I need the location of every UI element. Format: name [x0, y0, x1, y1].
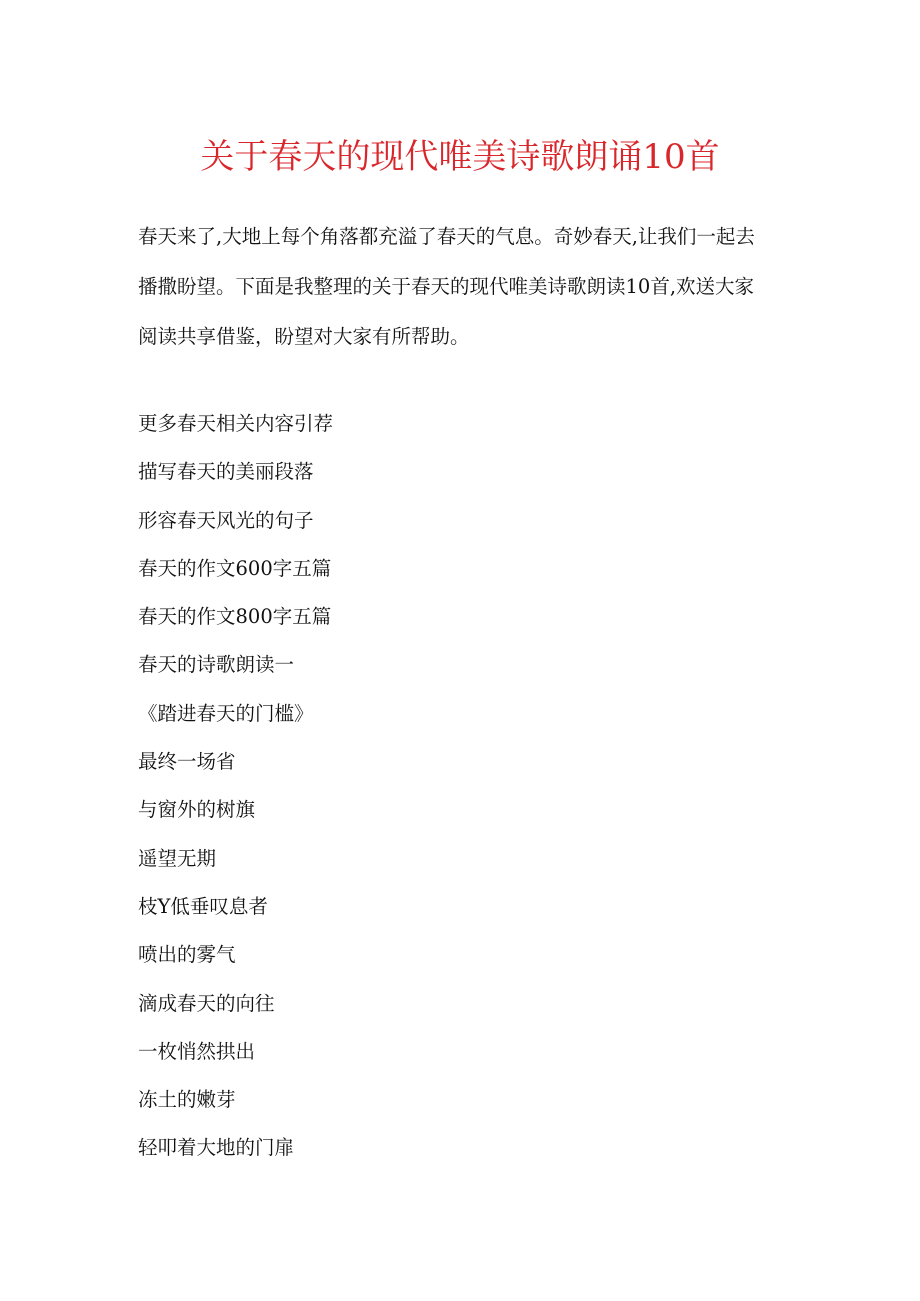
intro-paragraph: [138, 212, 798, 362]
intro-line: 春天来了,大地上每个角落都充溢了春天的气息。奇妙春天,让我们一起去: [138, 225, 755, 248]
poem-heading: 春天的诗歌朗读一: [138, 653, 295, 677]
poem-line: 最终一场省: [138, 750, 236, 774]
poem-line: 一枚悄然拱出: [138, 1039, 256, 1063]
intro-line: 阅读共享借鉴，盼望对大家有所帮助。: [138, 325, 470, 348]
poem-title: 《踏进春天的门槛》: [138, 701, 314, 725]
line-related-paragraphs: 描写春天的美丽段落: [138, 460, 314, 484]
poem-line: 喷出的雾气: [138, 943, 236, 967]
line-related-recommend: 更多春天相关内容引荐: [138, 412, 334, 435]
poem-line: 冻土的嫩芽: [138, 1088, 236, 1112]
line-related-essay-600: 春天的作文600字五篇: [138, 556, 332, 580]
poem-line: 滴成春天的向往: [138, 991, 275, 1015]
poem-line: 与窗外的树旗: [138, 798, 256, 822]
content-lines: [138, 404, 798, 1177]
poem-line: 枝Y低垂叹息者: [138, 894, 268, 918]
intro-line: 播撒盼望。下面是我整理的关于春天的现代唯美诗歌朗读10首,欢送大家: [138, 275, 755, 298]
document-title: 关于春天的现代唯美诗歌朗诵10首: [200, 137, 720, 177]
poem-line: 轻叩着大地的门扉: [138, 1136, 295, 1160]
poem-line: 遥望无期: [138, 846, 217, 870]
line-related-sentences: 形容春天风光的句子: [138, 508, 314, 532]
line-related-essay-800: 春天的作文800字五篇: [138, 605, 332, 629]
